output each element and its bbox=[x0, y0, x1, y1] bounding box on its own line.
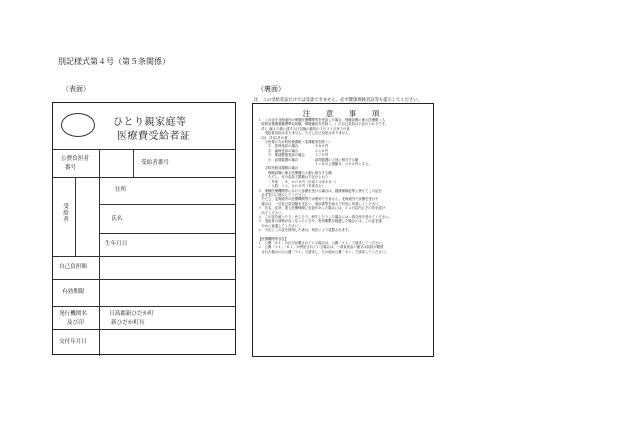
notes-line: 【医療機関等各位】 bbox=[258, 236, 289, 241]
issuer-value-1: 日高郡新ひだか町 bbox=[109, 311, 154, 317]
card-title-line-1: ひとり親家庭等 bbox=[113, 117, 187, 128]
card-back bbox=[252, 103, 434, 357]
payer-number-label-1: 公費負担者 bbox=[61, 156, 89, 162]
notes-line: (2) (1)以外の者 bbox=[258, 135, 288, 140]
payer-number-label-2: 番号 bbox=[65, 165, 77, 171]
notes-line: ・入院 １２，０００円（外来含む） bbox=[258, 184, 325, 189]
back-top-note: 注．この受給者証だけでは受診できません。必ず健康保険者証等も提示してください。 bbox=[254, 98, 422, 103]
notes-line: ・外来 ８，０００円（平成２４年８月～） bbox=[258, 179, 339, 184]
card-title-line-2: 医療費受給者証 bbox=[117, 131, 191, 142]
notes-line: された場合のみ公費「９１」で請求し、その他は公費「８１」で請求してください。 bbox=[258, 249, 389, 254]
copay-label: 自己負担額 bbox=[59, 264, 87, 270]
card-front bbox=[52, 102, 236, 355]
recipient-label: 受給者 bbox=[62, 203, 68, 223]
notes-line: ４ この証を破ったり、汚したり、紛失したりした場合には、再交付を受けてください。 bbox=[258, 214, 392, 219]
notes-line: ２ 公費「９１」「８１」が併記されている場合は、一部負担金１割又は負担が限度 bbox=[258, 245, 384, 250]
notes-line: 場合は、一旦自己負担額を支払い、領収書等を添えて町長に申請してください。 bbox=[258, 201, 382, 206]
notes-line: ただし、月の負担上限額は下記のとおり bbox=[258, 175, 329, 180]
notes-line: １ この証を北海道内の保険医療機関等を受診した場合、保険診療に係る医療費（入 bbox=[258, 118, 386, 122]
notes-title: 注 意 事 項 bbox=[302, 109, 384, 118]
issuer-label-2: 及び印 bbox=[67, 320, 84, 326]
form-identifier: 別記様式第４号（第５条関係） bbox=[58, 57, 170, 66]
issue-date-label: 交付年月日 bbox=[59, 339, 87, 345]
notes-line: ６ 不正にこの証を使用した者は、刑法により処罰されます。 bbox=[258, 228, 352, 233]
notes-line: １ヶ月の上限額８，０００円とする。 bbox=[258, 162, 372, 167]
notes-line: ５ 受給者の資格がなくなったときや、有効期限を経過した場合には、この証を速 bbox=[258, 219, 382, 224]
notes-line: １ 公費「８１」の区分記載されている場合は、公費「９１」で請求してください。 bbox=[258, 240, 386, 245]
notes-line: 出てください。 bbox=[258, 210, 285, 215]
notes-line: 受給者負担はありません。ただし自己負担はありません。 bbox=[258, 131, 353, 136]
notes-line: ただし、北海道外の医療機関等では使用できません。北海道外で診療を受けた bbox=[258, 197, 379, 202]
notes-line: ２ 保険医療機関等において診療を受ける場合は、健康保険証等と併せてこの証を bbox=[258, 188, 382, 193]
photo-oval bbox=[61, 113, 95, 137]
notes-line: ④ 訪問看護の場合 訪問看護の１回に相当する額 bbox=[258, 157, 359, 162]
notes-line: 必ず窓口に提示してください。 bbox=[258, 192, 309, 197]
notes-line: ３ 氏名、住所、加入医療保険に変更があった場合には、１４日以内にその旨を届け bbox=[258, 206, 386, 211]
notes-line: 保険診療に係る医療費の１割に相当する額 bbox=[258, 170, 332, 175]
notes-line: (1) 満１５歳に達する日以後の最初の３月３１日までの者 bbox=[258, 126, 350, 131]
notes-line: 院時食事療養費標準負担額、保険適用外を除く。）の自己負担は下記のとおりです。 bbox=[258, 122, 389, 127]
name-label: 氏名 bbox=[111, 216, 123, 222]
back-side-label: （裏面） bbox=[257, 85, 285, 93]
validity-label: 有効期限 bbox=[62, 289, 85, 295]
front-side-label: （表面） bbox=[62, 85, 90, 93]
notes-line: やかに返還してください。 bbox=[258, 223, 302, 228]
notes-line: ① 医科受診の場合 ８８０円 bbox=[258, 144, 329, 149]
notes-body bbox=[258, 118, 430, 254]
address-label: 住所 bbox=[115, 187, 127, 193]
recipient-number-label: 受給者番号 bbox=[141, 160, 169, 166]
issuer-label-1: 発行機関名 bbox=[59, 311, 87, 317]
notes-line: ② 歯科受診の場合 ６１０円 bbox=[258, 148, 329, 153]
notes-line: ③ 柔道整復受診の場合 ２７０円 bbox=[258, 153, 329, 158]
notes-line: ②町民税非課税の場合 bbox=[258, 166, 299, 171]
issuer-value-2: 新ひだか町長 bbox=[111, 320, 145, 326]
date-of-birth-label: 生年月日 bbox=[105, 241, 128, 247]
notes-line: ①世帯の方が町民税課税（非課税者を除く） bbox=[258, 140, 332, 145]
